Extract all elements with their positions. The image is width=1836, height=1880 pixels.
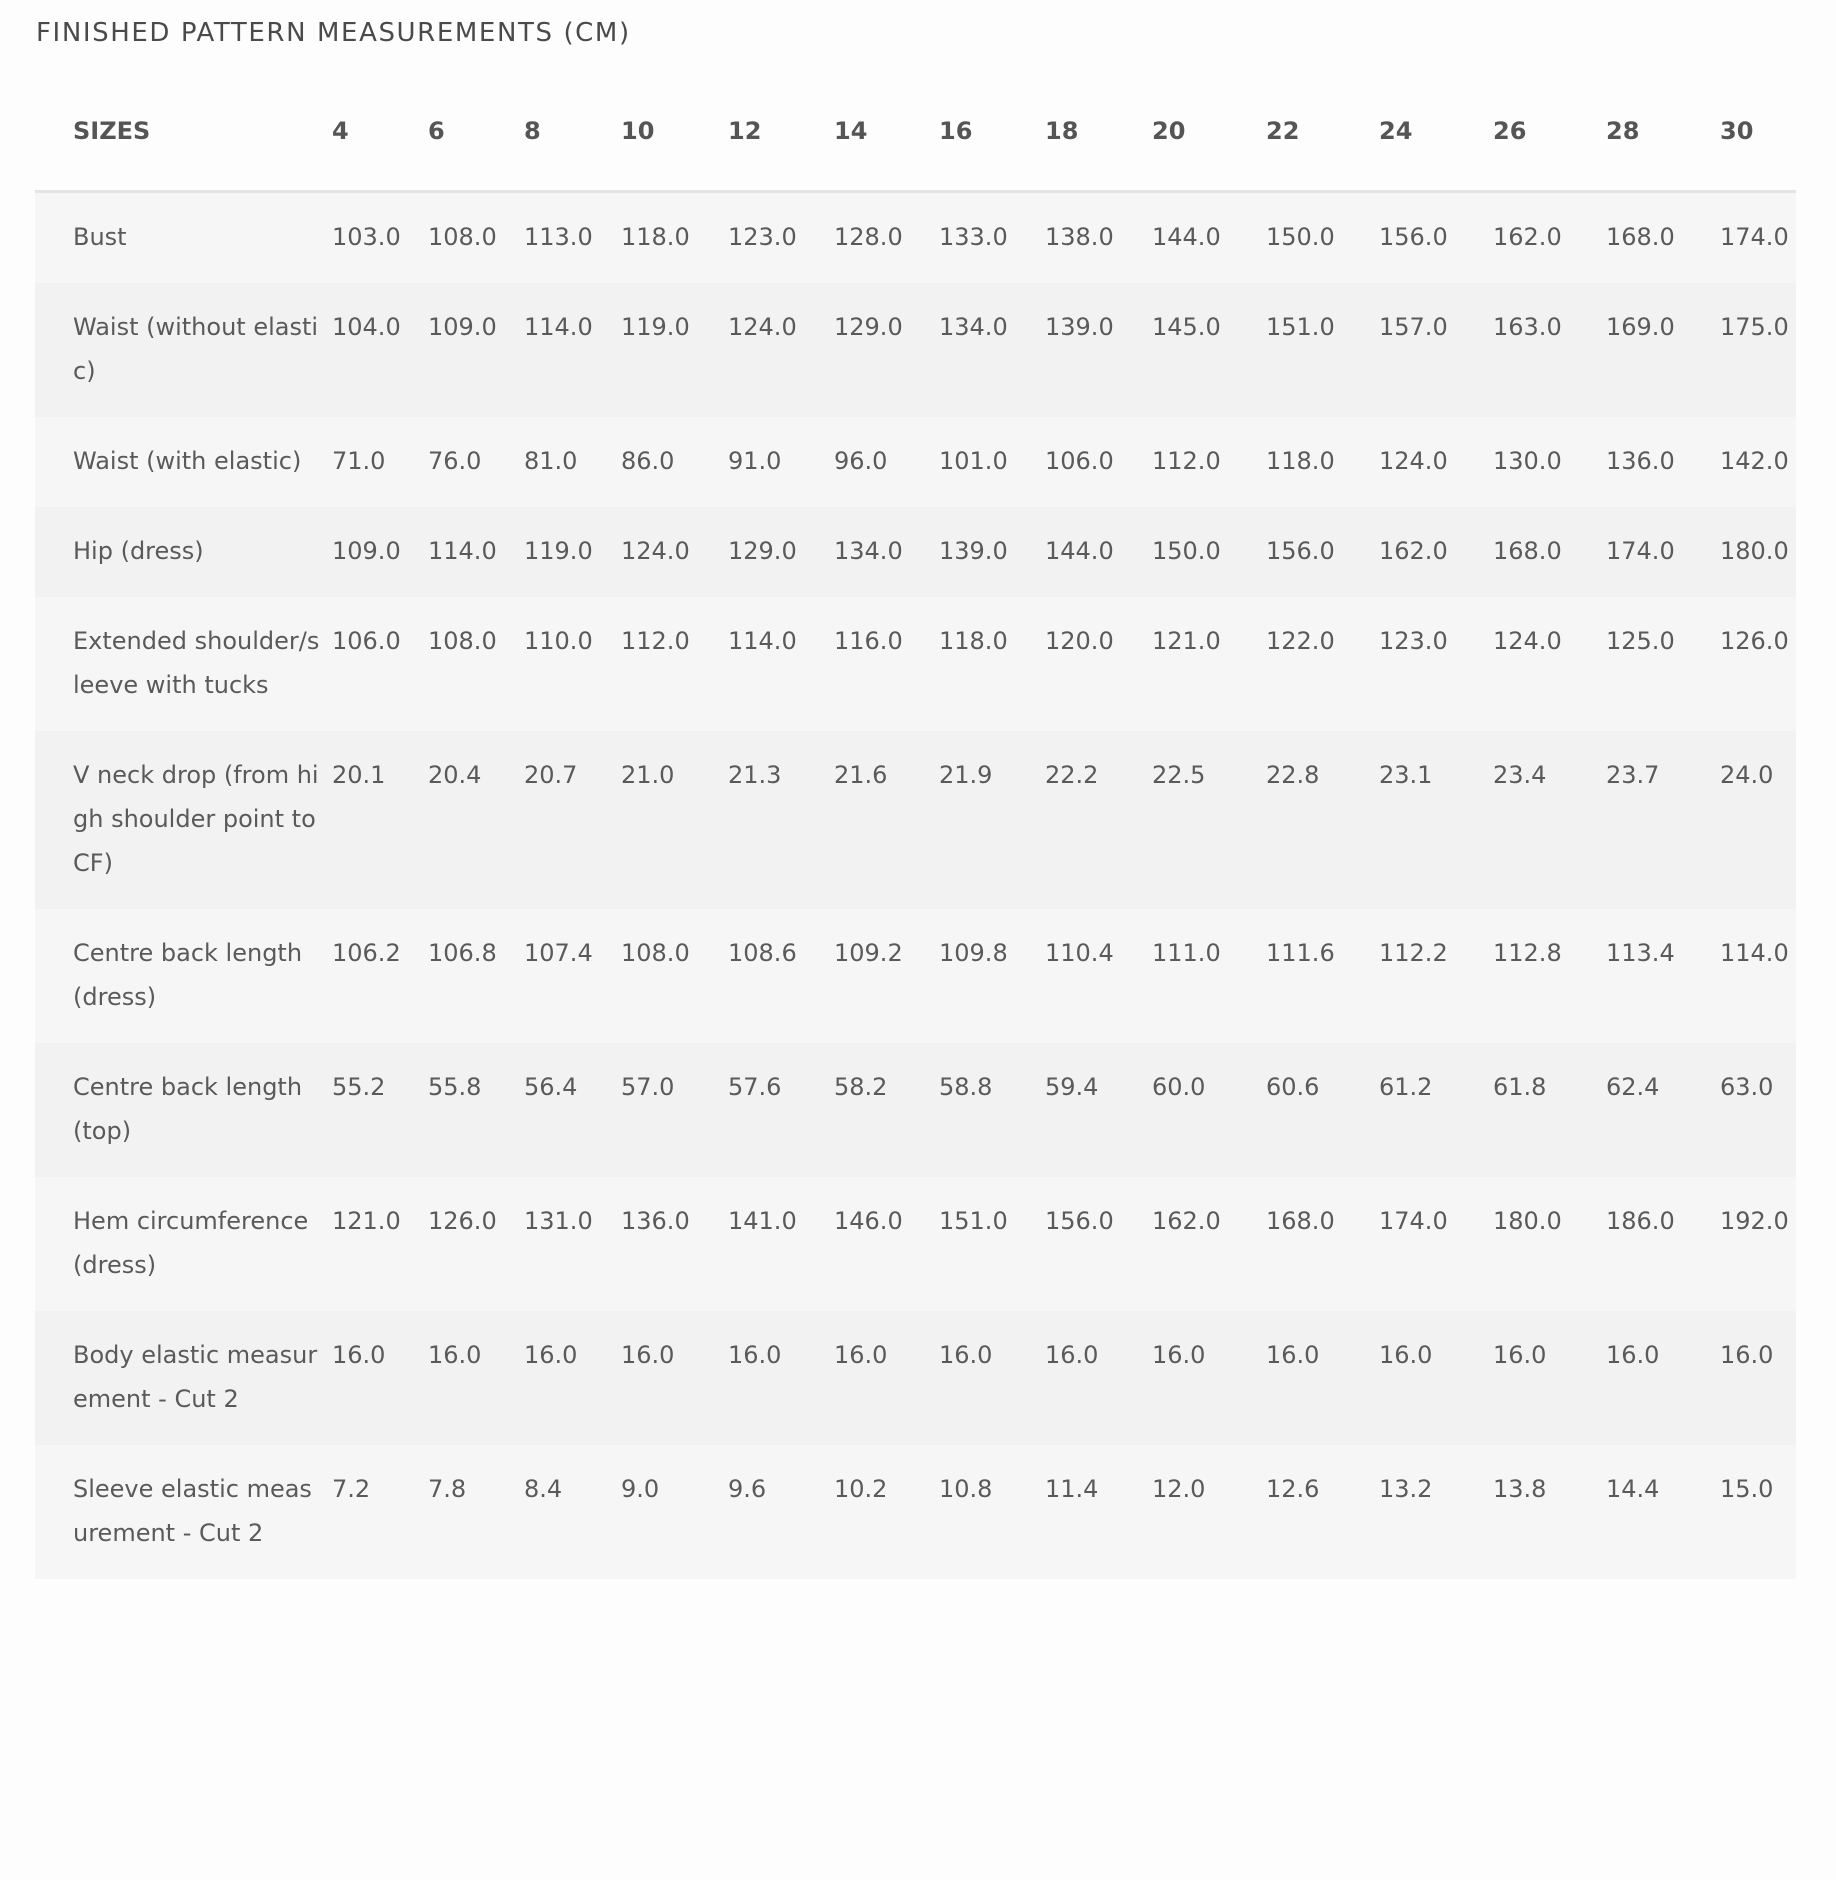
measurement-value: 63.0	[1720, 1043, 1796, 1177]
measurement-value: 118.0	[1266, 417, 1379, 507]
measurement-label: Extended shoulder/sleeve with tucks	[35, 597, 332, 731]
measurement-value: 16.0	[1152, 1311, 1266, 1445]
measurement-value: 22.5	[1152, 731, 1266, 909]
measurement-value: 119.0	[621, 283, 728, 417]
measurement-value: 139.0	[939, 507, 1045, 597]
measurement-label: Centre back length (dress)	[35, 909, 332, 1043]
measurement-value: 109.2	[834, 909, 939, 1043]
measurement-value: 124.0	[1379, 417, 1493, 507]
measurement-value: 108.0	[428, 192, 524, 284]
measurement-label: Centre back length (top)	[35, 1043, 332, 1177]
measurement-label: V neck drop (from high shoulder point to CF)	[35, 731, 332, 909]
measurement-value: 113.0	[524, 192, 621, 284]
size-header: 6	[428, 72, 524, 192]
measurement-value: 168.0	[1606, 192, 1720, 284]
measurement-value: 116.0	[834, 597, 939, 731]
measurement-value: 55.2	[332, 1043, 428, 1177]
measurement-value: 124.0	[728, 283, 834, 417]
table-row	[35, 417, 1796, 507]
measurement-value: 109.0	[332, 507, 428, 597]
table-header-row	[35, 72, 1796, 192]
measurement-value: 16.0	[1266, 1311, 1379, 1445]
measurements-table	[35, 72, 1796, 1579]
measurement-value: 126.0	[428, 1177, 524, 1311]
measurement-value: 125.0	[1606, 597, 1720, 731]
measurement-label: Waist (with elastic)	[35, 417, 332, 507]
measurement-value: 108.0	[621, 909, 728, 1043]
measurement-value: 156.0	[1379, 192, 1493, 284]
measurement-value: 124.0	[621, 507, 728, 597]
measurement-value: 144.0	[1152, 192, 1266, 284]
measurement-value: 114.0	[1720, 909, 1796, 1043]
measurement-value: 23.4	[1493, 731, 1606, 909]
measurement-value: 129.0	[834, 283, 939, 417]
measurement-value: 163.0	[1493, 283, 1606, 417]
page-title: FINISHED PATTERN MEASUREMENTS (CM)	[36, 18, 631, 48]
measurement-value: 103.0	[332, 192, 428, 284]
measurement-value: 58.8	[939, 1043, 1045, 1177]
measurement-value: 14.4	[1606, 1445, 1720, 1579]
measurement-value: 111.0	[1152, 909, 1266, 1043]
measurement-label: Sleeve elastic measurement - Cut 2	[35, 1445, 332, 1579]
measurement-value: 108.6	[728, 909, 834, 1043]
measurement-value: 8.4	[524, 1445, 621, 1579]
measurement-label: Waist (without elastic)	[35, 283, 332, 417]
measurement-value: 121.0	[1152, 597, 1266, 731]
measurement-value: 136.0	[1606, 417, 1720, 507]
measurement-value: 24.0	[1720, 731, 1796, 909]
measurement-label: Bust	[35, 192, 332, 284]
size-header: 20	[1152, 72, 1266, 192]
sizes-header: SIZES	[35, 72, 332, 192]
measurement-value: 128.0	[834, 192, 939, 284]
measurement-value: 9.6	[728, 1445, 834, 1579]
measurement-value: 133.0	[939, 192, 1045, 284]
measurement-value: 168.0	[1493, 507, 1606, 597]
measurement-value: 81.0	[524, 417, 621, 507]
measurement-value: 56.4	[524, 1043, 621, 1177]
measurement-value: 13.2	[1379, 1445, 1493, 1579]
measurement-value: 16.0	[1606, 1311, 1720, 1445]
size-header: 14	[834, 72, 939, 192]
measurement-value: 61.8	[1493, 1043, 1606, 1177]
measurement-value: 16.0	[524, 1311, 621, 1445]
measurement-value: 16.0	[939, 1311, 1045, 1445]
measurement-value: 174.0	[1379, 1177, 1493, 1311]
measurement-value: 114.0	[524, 283, 621, 417]
measurement-value: 138.0	[1045, 192, 1152, 284]
measurement-value: 174.0	[1606, 507, 1720, 597]
measurement-value: 7.8	[428, 1445, 524, 1579]
measurement-value: 13.8	[1493, 1445, 1606, 1579]
measurement-value: 60.6	[1266, 1043, 1379, 1177]
measurement-value: 168.0	[1266, 1177, 1379, 1311]
measurement-value: 134.0	[939, 283, 1045, 417]
measurement-value: 96.0	[834, 417, 939, 507]
measurement-value: 16.0	[1045, 1311, 1152, 1445]
measurement-value: 136.0	[621, 1177, 728, 1311]
measurement-value: 21.9	[939, 731, 1045, 909]
size-header: 16	[939, 72, 1045, 192]
measurement-value: 112.0	[1152, 417, 1266, 507]
measurement-value: 107.4	[524, 909, 621, 1043]
table-row	[35, 1311, 1796, 1445]
measurement-value: 57.0	[621, 1043, 728, 1177]
measurement-value: 134.0	[834, 507, 939, 597]
measurement-value: 21.3	[728, 731, 834, 909]
measurement-value: 15.0	[1720, 1445, 1796, 1579]
measurement-value: 59.4	[1045, 1043, 1152, 1177]
measurement-value: 20.7	[524, 731, 621, 909]
measurement-value: 119.0	[524, 507, 621, 597]
measurement-value: 150.0	[1152, 507, 1266, 597]
measurement-value: 123.0	[1379, 597, 1493, 731]
measurement-value: 112.0	[621, 597, 728, 731]
measurement-value: 106.8	[428, 909, 524, 1043]
measurement-value: 22.8	[1266, 731, 1379, 909]
table-row	[35, 1445, 1796, 1579]
measurement-value: 114.0	[428, 507, 524, 597]
measurement-value: 131.0	[524, 1177, 621, 1311]
measurement-value: 121.0	[332, 1177, 428, 1311]
measurement-value: 118.0	[621, 192, 728, 284]
measurement-value: 58.2	[834, 1043, 939, 1177]
size-header: 18	[1045, 72, 1152, 192]
measurement-value: 23.7	[1606, 731, 1720, 909]
measurement-value: 139.0	[1045, 283, 1152, 417]
measurement-value: 118.0	[939, 597, 1045, 731]
size-header: 26	[1493, 72, 1606, 192]
table-row	[35, 507, 1796, 597]
size-header: 22	[1266, 72, 1379, 192]
measurement-value: 10.8	[939, 1445, 1045, 1579]
measurement-value: 16.0	[728, 1311, 834, 1445]
measurements-table-container	[35, 72, 1796, 1579]
measurement-value: 109.0	[428, 283, 524, 417]
measurement-value: 112.2	[1379, 909, 1493, 1043]
measurement-value: 156.0	[1266, 507, 1379, 597]
measurement-value: 12.0	[1152, 1445, 1266, 1579]
measurement-value: 62.4	[1606, 1043, 1720, 1177]
measurement-value: 151.0	[1266, 283, 1379, 417]
measurement-value: 106.0	[332, 597, 428, 731]
measurement-value: 86.0	[621, 417, 728, 507]
measurement-value: 16.0	[428, 1311, 524, 1445]
table-row	[35, 731, 1796, 909]
measurement-value: 142.0	[1720, 417, 1796, 507]
size-header: 4	[332, 72, 428, 192]
size-header: 24	[1379, 72, 1493, 192]
table-row	[35, 1177, 1796, 1311]
measurement-value: 124.0	[1493, 597, 1606, 731]
table-row	[35, 909, 1796, 1043]
measurement-value: 16.0	[332, 1311, 428, 1445]
measurement-value: 9.0	[621, 1445, 728, 1579]
measurement-value: 192.0	[1720, 1177, 1796, 1311]
table-row	[35, 283, 1796, 417]
measurement-value: 175.0	[1720, 283, 1796, 417]
measurement-value: 106.0	[1045, 417, 1152, 507]
measurement-value: 16.0	[834, 1311, 939, 1445]
measurement-value: 122.0	[1266, 597, 1379, 731]
measurement-value: 113.4	[1606, 909, 1720, 1043]
measurement-value: 120.0	[1045, 597, 1152, 731]
size-header: 8	[524, 72, 621, 192]
measurement-value: 20.1	[332, 731, 428, 909]
measurement-value: 60.0	[1152, 1043, 1266, 1177]
measurement-value: 104.0	[332, 283, 428, 417]
measurement-value: 106.2	[332, 909, 428, 1043]
measurement-value: 123.0	[728, 192, 834, 284]
measurement-value: 110.4	[1045, 909, 1152, 1043]
size-header: 12	[728, 72, 834, 192]
measurement-value: 16.0	[621, 1311, 728, 1445]
measurement-value: 130.0	[1493, 417, 1606, 507]
measurement-value: 91.0	[728, 417, 834, 507]
measurement-value: 129.0	[728, 507, 834, 597]
measurement-value: 141.0	[728, 1177, 834, 1311]
measurement-value: 180.0	[1720, 507, 1796, 597]
measurement-value: 180.0	[1493, 1177, 1606, 1311]
measurement-value: 114.0	[728, 597, 834, 731]
measurement-label: Body elastic measurement - Cut 2	[35, 1311, 332, 1445]
measurement-value: 110.0	[524, 597, 621, 731]
measurement-value: 157.0	[1379, 283, 1493, 417]
size-header: 10	[621, 72, 728, 192]
measurement-value: 16.0	[1379, 1311, 1493, 1445]
measurement-value: 76.0	[428, 417, 524, 507]
measurement-value: 21.6	[834, 731, 939, 909]
measurement-value: 55.8	[428, 1043, 524, 1177]
measurement-value: 10.2	[834, 1445, 939, 1579]
size-header: 30	[1720, 72, 1796, 192]
measurement-value: 162.0	[1379, 507, 1493, 597]
measurement-value: 144.0	[1045, 507, 1152, 597]
measurement-value: 16.0	[1720, 1311, 1796, 1445]
measurement-value: 162.0	[1152, 1177, 1266, 1311]
table-row	[35, 192, 1796, 284]
measurement-value: 169.0	[1606, 283, 1720, 417]
measurement-value: 145.0	[1152, 283, 1266, 417]
measurement-label: Hem circumference (dress)	[35, 1177, 332, 1311]
measurement-value: 156.0	[1045, 1177, 1152, 1311]
measurement-value: 101.0	[939, 417, 1045, 507]
measurement-value: 12.6	[1266, 1445, 1379, 1579]
measurement-value: 112.8	[1493, 909, 1606, 1043]
measurement-value: 57.6	[728, 1043, 834, 1177]
measurements-table-body	[35, 192, 1796, 1580]
measurement-value: 20.4	[428, 731, 524, 909]
measurement-label: Hip (dress)	[35, 507, 332, 597]
measurement-value: 7.2	[332, 1445, 428, 1579]
measurement-value: 109.8	[939, 909, 1045, 1043]
measurement-value: 126.0	[1720, 597, 1796, 731]
measurement-value: 16.0	[1493, 1311, 1606, 1445]
measurement-value: 11.4	[1045, 1445, 1152, 1579]
measurement-value: 108.0	[428, 597, 524, 731]
measurement-value: 150.0	[1266, 192, 1379, 284]
measurement-value: 162.0	[1493, 192, 1606, 284]
table-row	[35, 1043, 1796, 1177]
measurement-value: 186.0	[1606, 1177, 1720, 1311]
measurement-value: 71.0	[332, 417, 428, 507]
measurement-value: 21.0	[621, 731, 728, 909]
table-row	[35, 597, 1796, 731]
size-header: 28	[1606, 72, 1720, 192]
measurement-value: 151.0	[939, 1177, 1045, 1311]
measurement-value: 146.0	[834, 1177, 939, 1311]
measurement-value: 111.6	[1266, 909, 1379, 1043]
measurement-value: 22.2	[1045, 731, 1152, 909]
measurement-value: 174.0	[1720, 192, 1796, 284]
measurement-value: 61.2	[1379, 1043, 1493, 1177]
measurement-value: 23.1	[1379, 731, 1493, 909]
